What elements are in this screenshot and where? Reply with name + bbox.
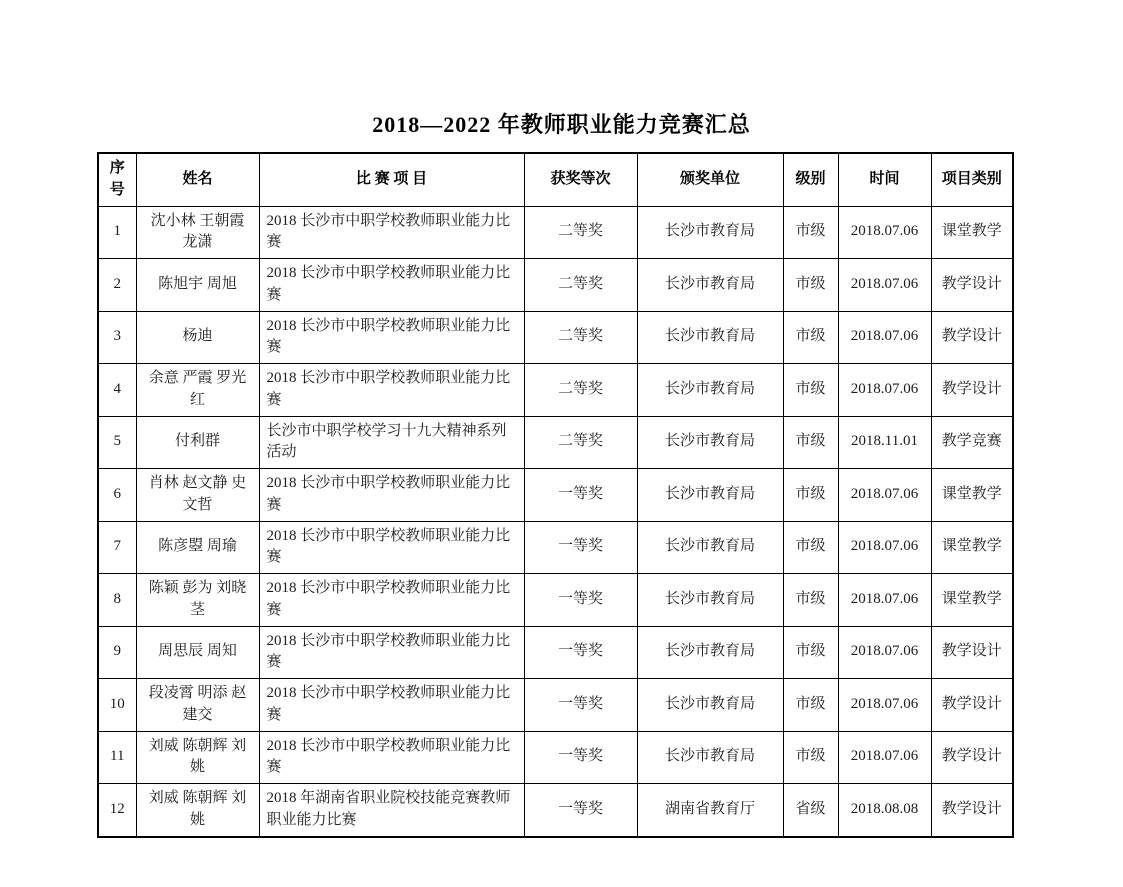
cell-no: 9	[98, 626, 136, 679]
cell-names: 付利群	[136, 416, 259, 469]
table-row	[98, 679, 1013, 732]
cell-project: 2018 长沙市中职学校教师职业能力比赛	[259, 731, 524, 784]
cell-names: 沈小林 王朝霞 龙潇	[136, 206, 259, 259]
cell-project: 2018 年湖南省职业院校技能竞赛教师职业能力比赛	[259, 784, 524, 837]
document-page	[0, 108, 1123, 887]
cell-award: 二等奖	[524, 364, 637, 417]
cell-category: 课堂教学	[931, 574, 1013, 627]
cell-unit: 长沙市教育局	[637, 469, 783, 522]
cell-unit: 长沙市教育局	[637, 311, 783, 364]
header-category: 项目类别	[931, 153, 1013, 206]
cell-project: 2018 长沙市中职学校教师职业能力比赛	[259, 679, 524, 732]
cell-level: 市级	[783, 731, 838, 784]
cell-date: 2018.07.06	[838, 259, 931, 312]
cell-names: 刘威 陈朝辉 刘姚	[136, 784, 259, 837]
table-row	[98, 626, 1013, 679]
cell-names: 杨迪	[136, 311, 259, 364]
cell-names: 周思辰 周知	[136, 626, 259, 679]
header-date: 时间	[838, 153, 931, 206]
cell-level: 市级	[783, 626, 838, 679]
cell-award: 一等奖	[524, 784, 637, 837]
cell-unit: 长沙市教育局	[637, 206, 783, 259]
cell-category: 教学设计	[931, 679, 1013, 732]
header-project: 比 赛 项 目	[259, 153, 524, 206]
cell-award: 一等奖	[524, 679, 637, 732]
table-body	[98, 206, 1013, 837]
cell-level: 市级	[783, 206, 838, 259]
cell-unit: 长沙市教育局	[637, 626, 783, 679]
cell-no: 4	[98, 364, 136, 417]
cell-date: 2018.07.06	[838, 679, 931, 732]
cell-project: 2018 长沙市中职学校教师职业能力比赛	[259, 259, 524, 312]
cell-level: 市级	[783, 521, 838, 574]
cell-project: 2018 长沙市中职学校教师职业能力比赛	[259, 574, 524, 627]
table-row	[98, 469, 1013, 522]
cell-level: 省级	[783, 784, 838, 837]
table-row	[98, 364, 1013, 417]
table-row	[98, 259, 1013, 312]
cell-award: 一等奖	[524, 626, 637, 679]
cell-date: 2018.07.06	[838, 574, 931, 627]
cell-date: 2018.07.06	[838, 206, 931, 259]
cell-level: 市级	[783, 469, 838, 522]
cell-level: 市级	[783, 416, 838, 469]
cell-no: 7	[98, 521, 136, 574]
cell-date: 2018.07.06	[838, 311, 931, 364]
cell-award: 一等奖	[524, 731, 637, 784]
header-names: 姓名	[136, 153, 259, 206]
table-row	[98, 311, 1013, 364]
table-row	[98, 206, 1013, 259]
cell-unit: 长沙市教育局	[637, 259, 783, 312]
cell-names: 陈旭宇 周旭	[136, 259, 259, 312]
cell-level: 市级	[783, 259, 838, 312]
cell-category: 课堂教学	[931, 469, 1013, 522]
cell-unit: 长沙市教育局	[637, 731, 783, 784]
cell-category: 课堂教学	[931, 206, 1013, 259]
cell-award: 二等奖	[524, 259, 637, 312]
cell-award: 二等奖	[524, 206, 637, 259]
header-award: 获奖等次	[524, 153, 637, 206]
cell-project: 2018 长沙市中职学校教师职业能力比赛	[259, 521, 524, 574]
table-header-row	[98, 153, 1013, 206]
cell-unit: 长沙市教育局	[637, 416, 783, 469]
cell-date: 2018.07.06	[838, 469, 931, 522]
page-title: 2018—2022 年教师职业能力竞赛汇总	[372, 112, 751, 137]
cell-no: 12	[98, 784, 136, 837]
cell-unit: 长沙市教育局	[637, 679, 783, 732]
cell-award: 二等奖	[524, 311, 637, 364]
table-row	[98, 574, 1013, 627]
table-row	[98, 731, 1013, 784]
cell-no: 8	[98, 574, 136, 627]
cell-date: 2018.07.06	[838, 521, 931, 574]
cell-date: 2018.11.01	[838, 416, 931, 469]
cell-category: 教学设计	[931, 784, 1013, 837]
cell-names: 陈彦曌 周瑜	[136, 521, 259, 574]
cell-category: 教学设计	[931, 731, 1013, 784]
header-unit: 颁奖单位	[637, 153, 783, 206]
competition-summary-table	[97, 152, 1014, 838]
cell-no: 2	[98, 259, 136, 312]
table-row	[98, 416, 1013, 469]
cell-unit: 湖南省教育厅	[637, 784, 783, 837]
header-no: 序号	[98, 153, 136, 206]
cell-date: 2018.07.06	[838, 626, 931, 679]
cell-no: 1	[98, 206, 136, 259]
table-row	[98, 784, 1013, 837]
cell-date: 2018.07.06	[838, 364, 931, 417]
cell-unit: 长沙市教育局	[637, 521, 783, 574]
cell-project: 2018 长沙市中职学校教师职业能力比赛	[259, 206, 524, 259]
cell-level: 市级	[783, 574, 838, 627]
cell-no: 10	[98, 679, 136, 732]
cell-category: 教学设计	[931, 259, 1013, 312]
cell-category: 教学竞赛	[931, 416, 1013, 469]
cell-level: 市级	[783, 679, 838, 732]
cell-project: 2018 长沙市中职学校教师职业能力比赛	[259, 364, 524, 417]
cell-award: 二等奖	[524, 416, 637, 469]
cell-no: 5	[98, 416, 136, 469]
cell-award: 一等奖	[524, 574, 637, 627]
cell-project: 2018 长沙市中职学校教师职业能力比赛	[259, 626, 524, 679]
cell-category: 教学设计	[931, 626, 1013, 679]
table-header	[98, 153, 1013, 206]
cell-category: 教学设计	[931, 311, 1013, 364]
header-level: 级别	[783, 153, 838, 206]
table-row	[98, 521, 1013, 574]
cell-category: 课堂教学	[931, 521, 1013, 574]
cell-date: 2018.08.08	[838, 784, 931, 837]
cell-names: 陈颖 彭为 刘晓茎	[136, 574, 259, 627]
cell-award: 一等奖	[524, 521, 637, 574]
cell-no: 11	[98, 731, 136, 784]
cell-unit: 长沙市教育局	[637, 364, 783, 417]
cell-no: 6	[98, 469, 136, 522]
cell-project: 2018 长沙市中职学校教师职业能力比赛	[259, 469, 524, 522]
cell-unit: 长沙市教育局	[637, 574, 783, 627]
cell-names: 余意 严霞 罗光红	[136, 364, 259, 417]
cell-names: 段凌霄 明添 赵建交	[136, 679, 259, 732]
cell-category: 教学设计	[931, 364, 1013, 417]
cell-no: 3	[98, 311, 136, 364]
cell-level: 市级	[783, 311, 838, 364]
cell-project: 长沙市中职学校学习十九大精神系列活动	[259, 416, 524, 469]
cell-level: 市级	[783, 364, 838, 417]
cell-date: 2018.07.06	[838, 731, 931, 784]
cell-names: 刘威 陈朝辉 刘姚	[136, 731, 259, 784]
cell-award: 一等奖	[524, 469, 637, 522]
cell-project: 2018 长沙市中职学校教师职业能力比赛	[259, 311, 524, 364]
cell-names: 肖林 赵文静 史文哲	[136, 469, 259, 522]
